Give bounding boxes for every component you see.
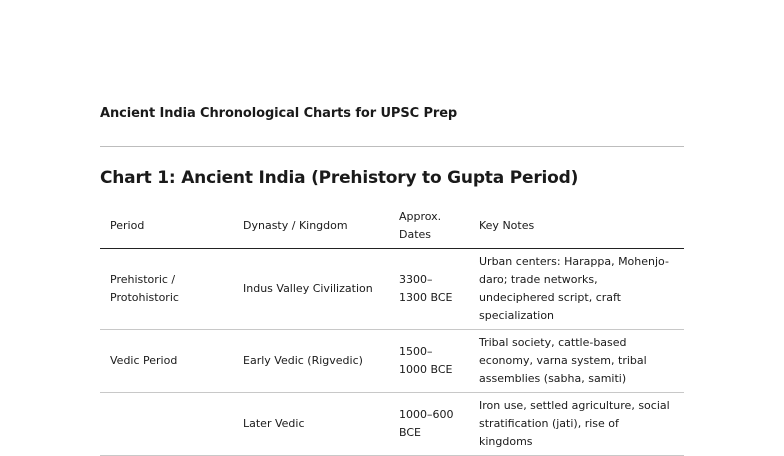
table-header-row (100, 206, 684, 249)
cell-notes: Urban centers: Harappa, Mohenjo-daro; trade networks, undeciphered script, craft specialization (469, 249, 684, 330)
cell-dates: 3300–1300 BCE (389, 249, 469, 330)
document-header: Ancient India Chronological Charts for UPSC Prep (100, 106, 458, 121)
chart-title: Chart 1: Ancient India (Prehistory to Gupta Period) (100, 168, 579, 188)
cell-notes: Tribal society, cattle-based economy, varna system, tribal assemblies (sabha, samiti) (469, 330, 684, 393)
column-header-period: Period (100, 206, 233, 249)
cell-period (100, 393, 233, 456)
cell-dates: 1500–1000 BCE (389, 330, 469, 393)
cell-dynasty: Indus Valley Civilization (233, 249, 389, 330)
table-row (100, 393, 684, 456)
header-divider (100, 146, 684, 147)
chronology-table (100, 206, 684, 456)
cell-dynasty: Early Vedic (Rigvedic) (233, 330, 389, 393)
column-header-dates: Approx. Dates (389, 206, 469, 249)
cell-notes: Iron use, settled agriculture, social stratification (jati), rise of kingdoms (469, 393, 684, 456)
cell-dates: 1000–600 BCE (389, 393, 469, 456)
column-header-notes: Key Notes (469, 206, 684, 249)
cell-dynasty: Later Vedic (233, 393, 389, 456)
cell-period: Vedic Period (100, 330, 233, 393)
table-row (100, 330, 684, 393)
table-row (100, 249, 684, 330)
cell-period: Prehistoric / Protohistoric (100, 249, 233, 330)
column-header-dynasty: Dynasty / Kingdom (233, 206, 389, 249)
